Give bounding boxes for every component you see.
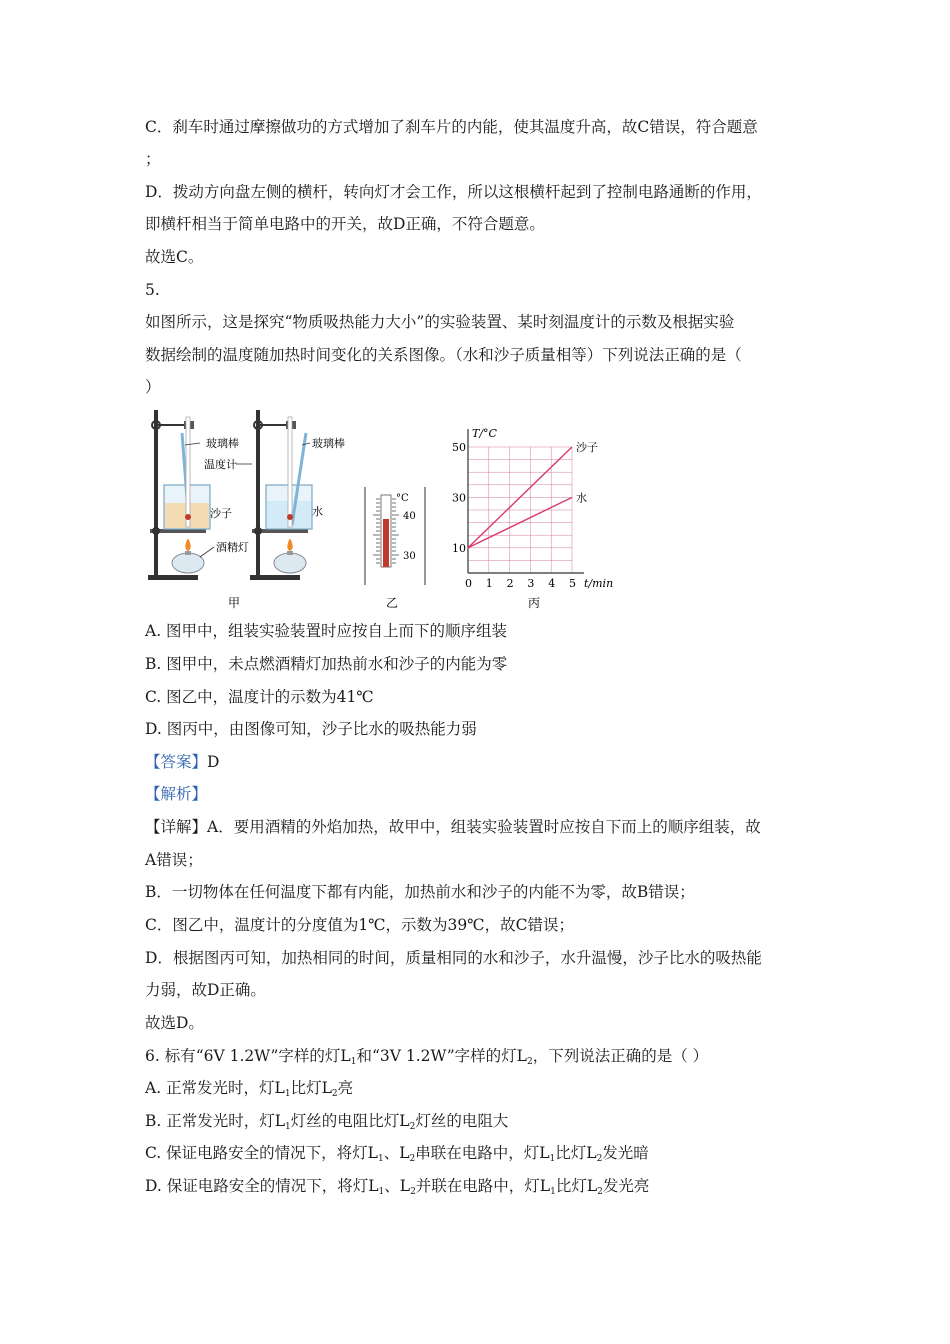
caption-bing: 丙 <box>528 596 541 610</box>
label-sand: 沙子 <box>210 507 232 520</box>
q6-text: ，下列说法正确的是（ ） <box>532 1047 709 1065</box>
analysis-label: 【解析】 <box>145 785 208 803</box>
option-d: D. 图丙中，由图像可知，沙子比水的吸热能力弱 <box>145 720 477 738</box>
temperature-chart <box>452 427 613 590</box>
thermometer-liquid <box>383 519 389 567</box>
x-tick-label: 3 <box>527 577 535 590</box>
q6-option-d: D. 保证电路安全的情况下，将灯$L_1$、$L_2$并联在电路中，灯$L_1$比灯$L_2$发光亮 <box>145 1177 650 1197</box>
analysis-line <box>145 783 207 805</box>
answer-label: 【答案】 <box>145 753 208 771</box>
series-label: 水 <box>576 491 587 505</box>
y-tick-label: 30 <box>452 491 466 505</box>
stand-rod <box>256 410 260 577</box>
x-tick-label: 5 <box>569 577 576 590</box>
detail-label: 【详解】 <box>145 818 208 836</box>
x-axis-label: t/min <box>584 577 614 590</box>
x-tick-label: 4 <box>548 577 556 590</box>
question-stem: ） <box>145 378 161 396</box>
flame-icon <box>287 539 292 551</box>
q6-option-a: A. 正常发光时，灯$L_1$比灯$L_2$亮 <box>145 1079 354 1099</box>
thermo-tick-30: 30 <box>403 551 416 562</box>
detail-a-cont: A错误； <box>145 851 203 869</box>
detail-a-text: A．要用酒精的外焰加热，故甲中，组装实验装置时应按自下而上的顺序组装，故 <box>207 818 761 836</box>
q6-option-b: B. 正常发光时，灯$L_1$灯丝的电阻比灯$L_2$灯丝的电阻大 <box>145 1112 509 1132</box>
q6-option-c: C. 保证电路安全的情况下，将灯$L_1$、$L_2$串联在电路中，灯$L_1$比灯$L_2$发光暗 <box>145 1144 649 1164</box>
thermometer-closeup <box>365 487 425 585</box>
text-line: 故选C。 <box>145 248 204 266</box>
alcohol-lamp <box>172 553 204 573</box>
series-label: 沙子 <box>576 441 598 454</box>
text-line: C．刹车时通过摩擦做功的方式增加了刹车片的内能，使其温度升高，故C错误，符合题意 <box>145 118 758 136</box>
question-stem: 如图所示，这是探究“物质吸热能力大小”的实验装置、某时刻温度计的示数及根据实验 <box>145 313 735 331</box>
q6-text: 6. 标有“6V 1.2W”字样的灯L <box>145 1047 351 1065</box>
stand-water <box>250 410 312 580</box>
thermometer <box>186 417 190 527</box>
flame-icon <box>185 539 190 551</box>
text-line: 即横杆相当于简单电路中的开关，故D正确，不符合题意。 <box>145 215 545 233</box>
detail-b: B．一切物体在任何温度下都有内能，加热前水和沙子的内能不为零，故B错误； <box>145 883 695 901</box>
thermometer <box>288 417 292 527</box>
answer-value: D <box>207 753 220 771</box>
caption-jia: 甲 <box>228 596 241 610</box>
caption-yi: 乙 <box>386 596 399 610</box>
option-c: C. 图乙中，温度计的示数为41℃ <box>145 688 374 706</box>
label-glass-rod-2: 玻璃棒 <box>312 437 345 450</box>
text-line: ； <box>145 150 161 168</box>
label-lamp: 酒精灯 <box>216 541 249 554</box>
y-axis-label: T/°C <box>472 427 497 440</box>
thermo-tick-40: 40 <box>403 511 416 522</box>
answer-final: 故选D。 <box>145 1014 204 1032</box>
subscript: 2 <box>526 1057 533 1067</box>
y-tick-label: 10 <box>452 541 466 555</box>
option-a: A. 图甲中，组装实验装置时应按自上而下的顺序组装 <box>145 622 508 640</box>
x-tick-label: 1 <box>485 577 493 590</box>
subscript: 1 <box>350 1057 357 1067</box>
experiment-figure <box>140 405 620 615</box>
text-line: D．拨动方向盘左侧的横杆，转向灯才会工作，所以这根横杆起到了控制电路通断的作用， <box>145 183 762 201</box>
alcohol-lamp <box>274 553 306 573</box>
detail-d-cont: 力弱，故D正确。 <box>145 981 266 999</box>
stand-sand <box>148 410 210 580</box>
thermo-unit: °C <box>396 493 409 504</box>
question-stem: 数据绘制的温度随加热时间变化的关系图像。（水和沙子质量相等）下列说法正确的是（ <box>145 346 742 364</box>
x-tick-label: 0 <box>465 577 472 590</box>
option-b: B. 图甲中，未点燃酒精灯加热前水和沙子的内能为零 <box>145 655 508 673</box>
detail-d: D．根据图丙可知，加热相同的时间，质量相同的水和沙子，水升温慢，沙子比水的吸热能 <box>145 949 762 967</box>
y-tick-label: 50 <box>452 441 466 454</box>
question-6-stem <box>145 1045 708 1073</box>
detail-c: C．图乙中，温度计的分度值为1℃，示数为39℃，故C错误； <box>145 916 574 934</box>
label-thermometer: 温度计 <box>204 458 237 471</box>
answer-line <box>145 751 219 773</box>
x-tick-label: 2 <box>506 577 514 590</box>
label-water: 水 <box>312 505 323 518</box>
question-number: 5. <box>145 281 160 299</box>
stand-rod <box>154 410 158 577</box>
q6-text: 和“3V 1.2W”字样的灯L <box>356 1047 527 1065</box>
label-glass-rod: 玻璃棒 <box>206 437 239 450</box>
detail-a <box>145 816 761 838</box>
